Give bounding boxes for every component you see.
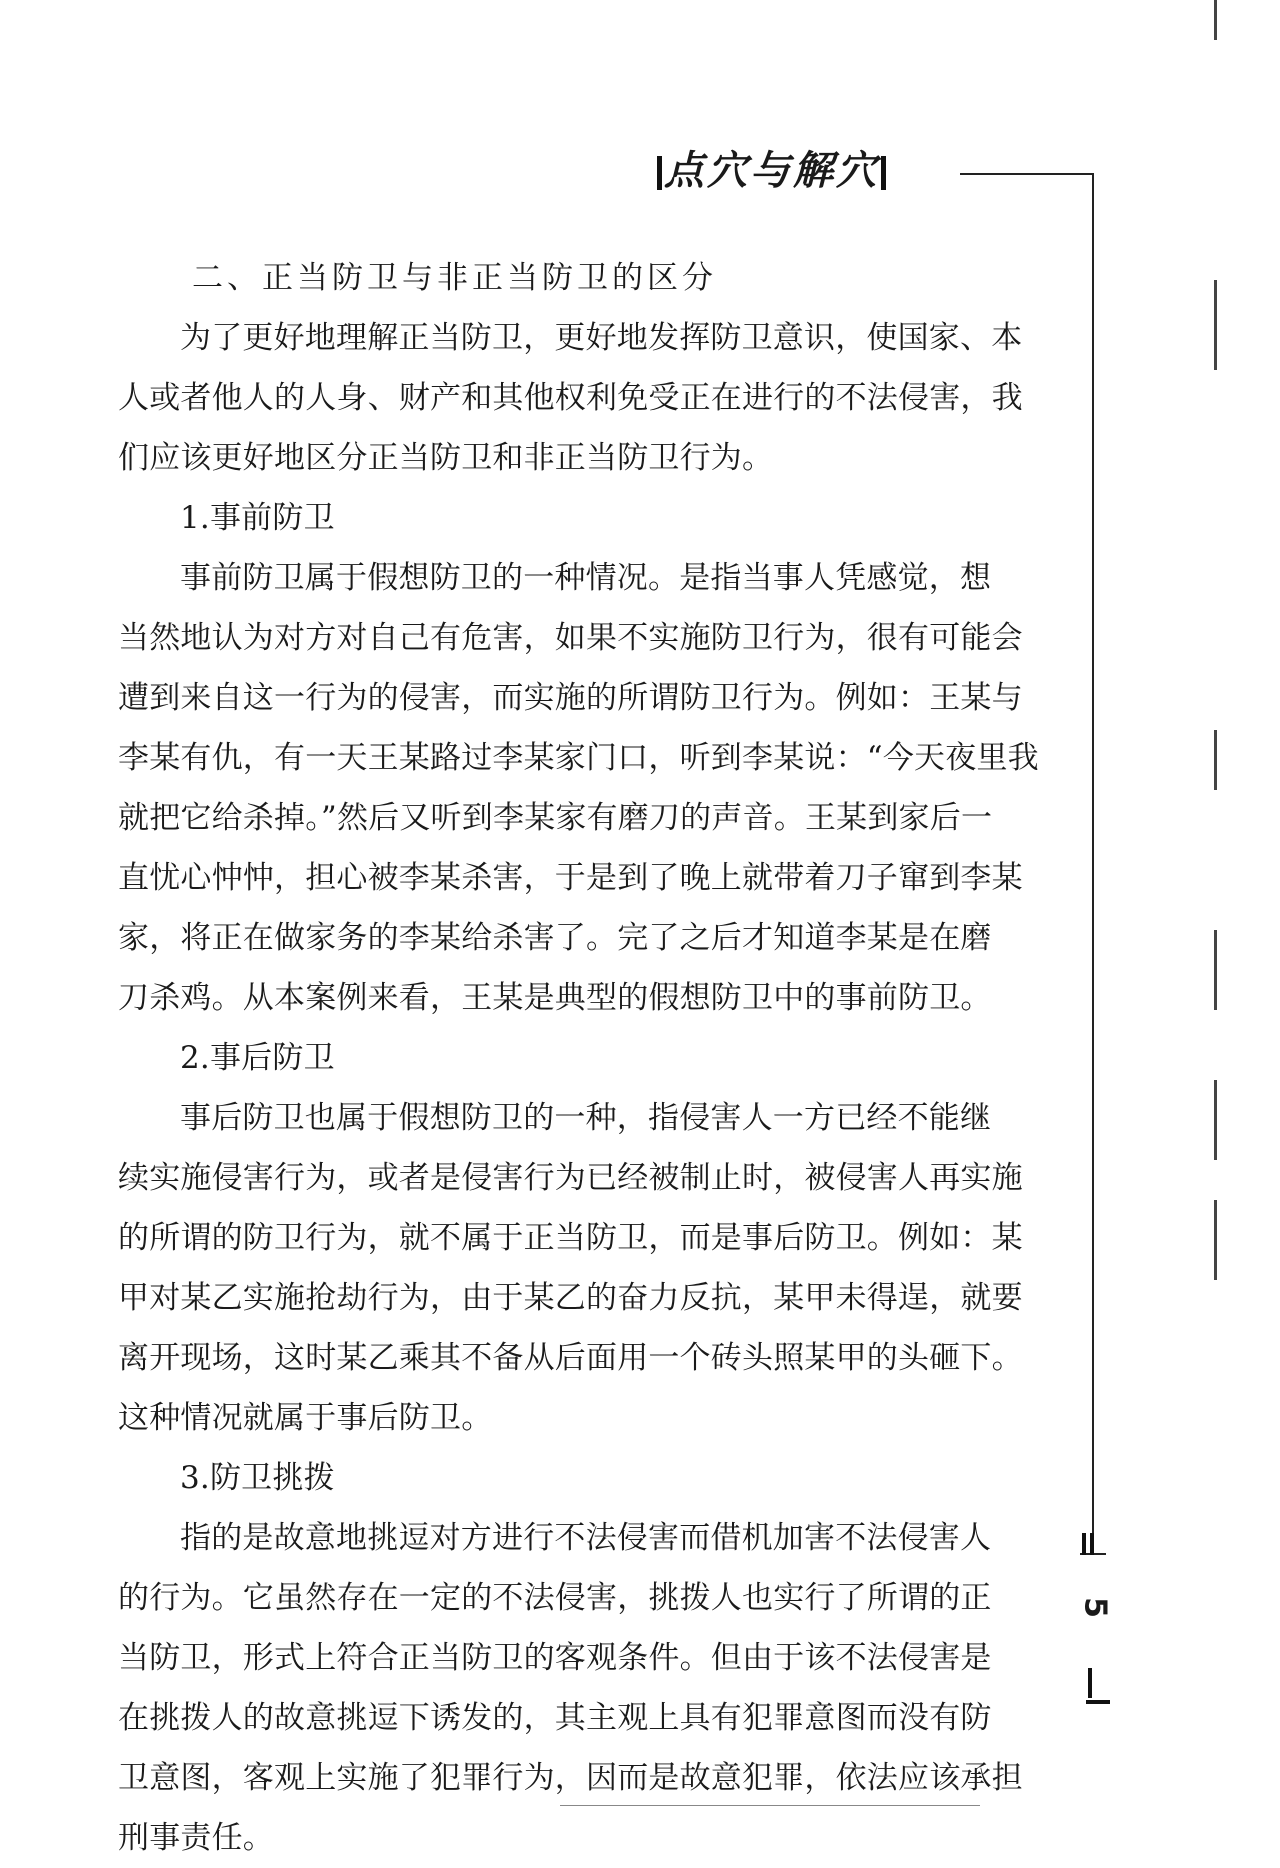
- frame-mark-2-icon: [1090, 1533, 1094, 1555]
- scan-edge-mark: [1214, 1080, 1217, 1160]
- header-title-text: 点穴与解穴: [664, 148, 879, 194]
- text-line: 的所谓的防卫行为，就不属于正当防卫，而是事后防卫。例如：某: [118, 1220, 1023, 1256]
- text-line: 为了更好地理解正当防卫，更好地发挥防卫意识，使国家、本: [180, 320, 1023, 356]
- text-line: 事前防卫属于假想防卫的一种情况。是指当事人凭感觉，想: [180, 560, 992, 596]
- footer-mark-vertical-icon: [1088, 1668, 1092, 1698]
- text-line: 们应该更好地区分正当防卫和非正当防卫行为。: [118, 440, 774, 476]
- bottom-scan-rule: [560, 1805, 980, 1806]
- scan-edge-mark: [1214, 280, 1217, 370]
- scan-edge-mark: [1214, 730, 1217, 790]
- scan-edge-mark: [1214, 0, 1217, 40]
- text-line: 刑事责任。: [118, 1820, 274, 1856]
- page-number: 5: [1077, 1597, 1113, 1618]
- text-line: 续实施侵害行为，或者是侵害行为已经被制止时，被侵害人再实施: [118, 1160, 1023, 1196]
- scan-edge-mark: [1214, 930, 1217, 1010]
- text-line: 当防卫，形式上符合正当防卫的客观条件。但由于该不法侵害是: [118, 1640, 992, 1676]
- text-line: 的行为。它虽然存在一定的不法侵害，挑拨人也实行了所谓的正: [118, 1580, 992, 1616]
- subheading: 2.事后防卫: [180, 1040, 335, 1076]
- footer-mark-horizontal-icon: [1086, 1700, 1110, 1704]
- text-line: 当然地认为对方对自己有危害，如果不实施防卫行为，很有可能会: [118, 620, 1023, 656]
- text-line: 刀杀鸡。从本案例来看，王某是典型的假想防卫中的事前防卫。: [118, 980, 992, 1016]
- header-rule: [960, 173, 1093, 175]
- text-line: 家，将正在做家务的李某给杀害了。完了之后才知道李某是在磨: [118, 920, 992, 956]
- text-line: 在挑拨人的故意挑逗下诱发的，其主观上具有犯罪意图而没有防: [118, 1700, 992, 1736]
- subheading: 3.防卫挑拨: [180, 1460, 335, 1496]
- text-line: 人或者他人的人身、财产和其他权利免受正在进行的不法侵害，我: [118, 380, 1023, 416]
- section-heading: 二、正当防卫与非正当防卫的区分: [192, 260, 717, 296]
- text-line: 就把它给杀掉。”然后又听到李某家有磨刀的声音。王某到家后一: [118, 800, 993, 836]
- subheading: 1.事前防卫: [180, 500, 335, 536]
- text-line: 指的是故意地挑逗对方进行不法侵害而借机加害不法侵害人: [180, 1520, 992, 1556]
- scan-edge-mark: [1214, 1200, 1217, 1280]
- header-bar-right-icon: [881, 156, 886, 190]
- body-text: [118, 248, 1053, 1868]
- text-line: 直忧心忡忡，担心被李某杀害，于是到了晚上就带着刀子窜到李某: [118, 860, 1023, 896]
- running-header: [655, 146, 888, 196]
- text-line: 李某有仇，有一天王某路过李某家门口，听到李某说：“今天夜里我: [118, 740, 1039, 776]
- header-bar-left-icon: [657, 156, 662, 190]
- frame-mark-1-icon: [1082, 1533, 1086, 1555]
- paragraph-lines: [118, 308, 1053, 1868]
- text-line: 事后防卫也属于假想防卫的一种，指侵害人一方已经不能继: [180, 1100, 992, 1136]
- text-line: 甲对某乙实施抢劫行为，由于某乙的奋力反抗，某甲未得逞，就要: [118, 1280, 1023, 1316]
- text-line: 这种情况就属于事后防卫。: [118, 1400, 493, 1436]
- text-line: 卫意图，客观上实施了犯罪行为，因而是故意犯罪，依法应该承担: [118, 1760, 1023, 1796]
- text-line: 遭到来自这一行为的侵害，而实施的所谓防卫行为。例如：王某与: [118, 680, 1023, 716]
- frame-vertical-rule: [1092, 173, 1094, 1553]
- text-line: 离开现场，这时某乙乘其不备从后面用一个砖头照某甲的头砸下。: [118, 1340, 1023, 1376]
